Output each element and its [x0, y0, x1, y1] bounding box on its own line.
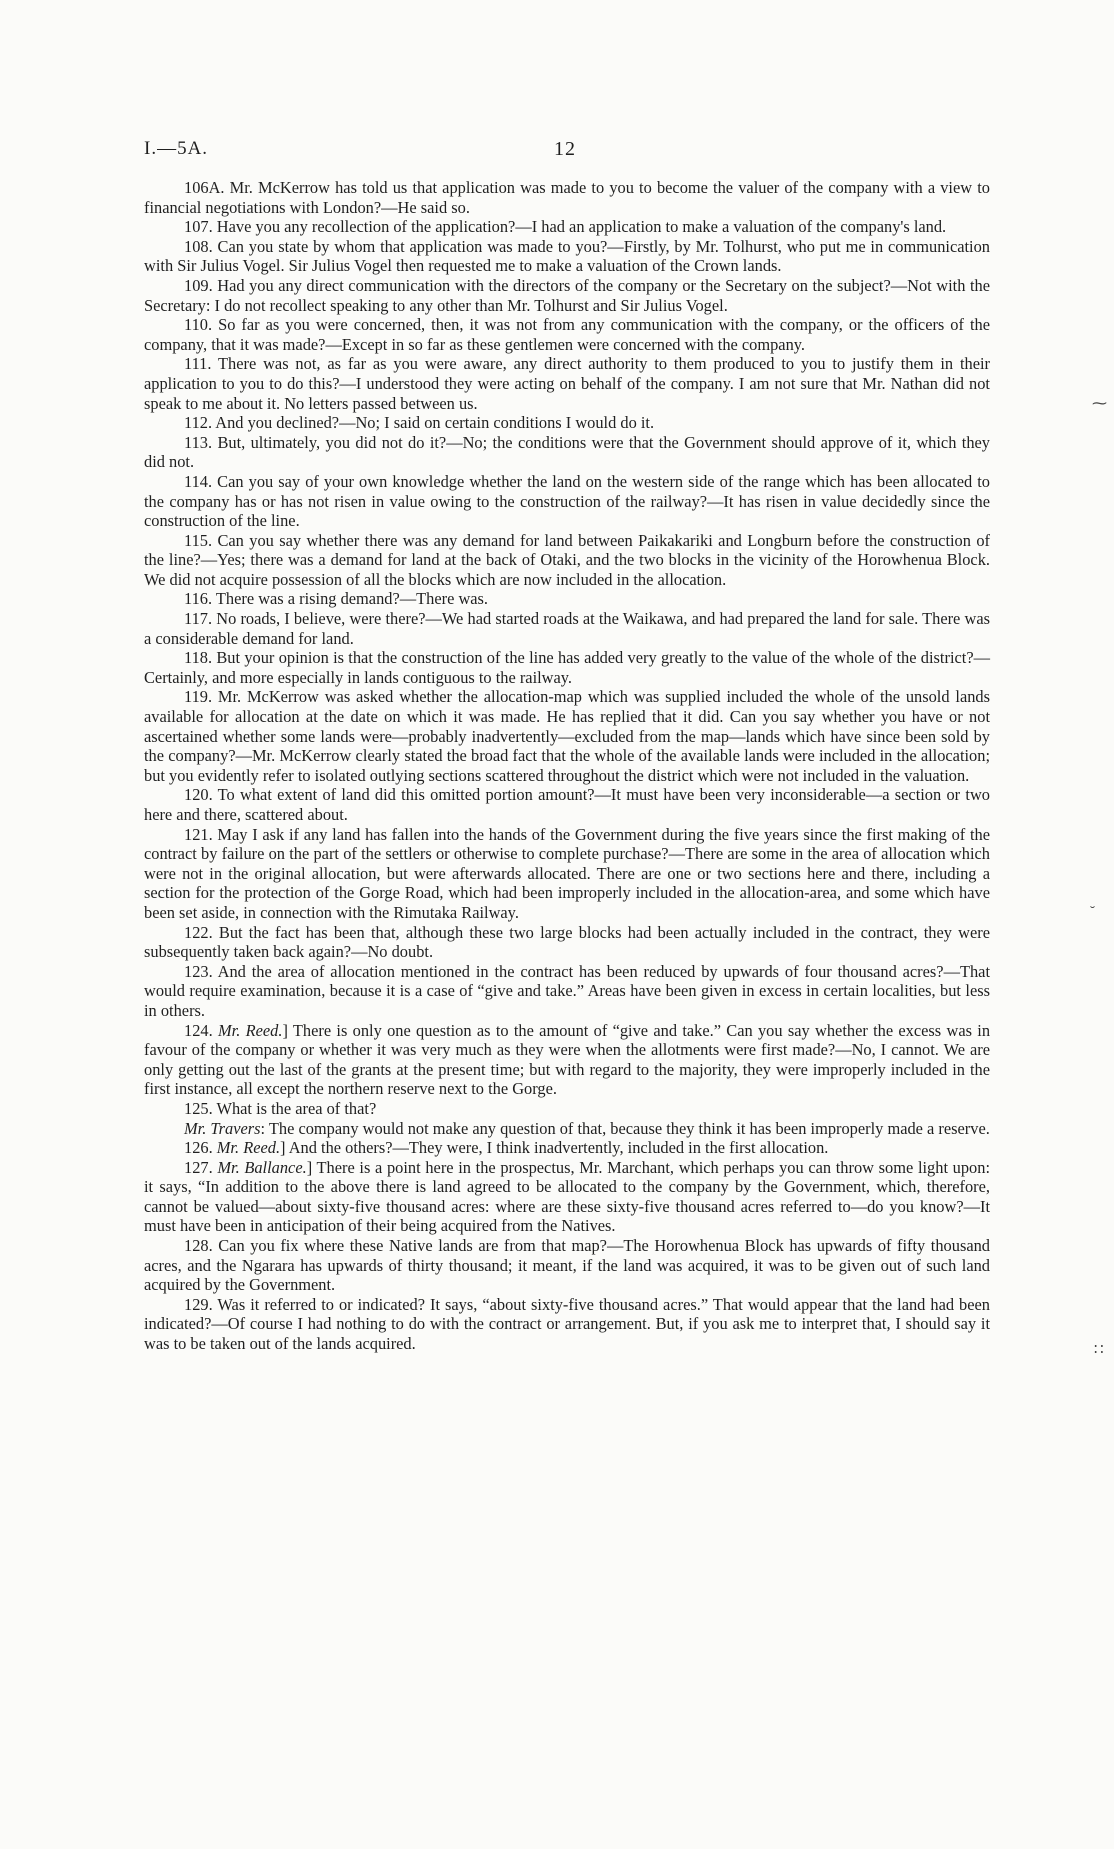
paragraph-109: [144, 276, 990, 315]
paragraph-text: 119. Mr. McKerrow was asked whether the allocation-map which was supplied included the whole of the unsold lands available for allocation at the date on which it was made. He has replied that it did. Can you say whether you have or not ascertained whether some lands were—probably inadvertently—excluded from the map—lands which have since been sold by the company?—Mr. McKerrow clearly stated the broad fact that the whole of the available lands were included in the allocation; but you evidently refer to isolated outlying sections scattered throughout the district which were not included in the valuation.: [144, 687, 990, 785]
paragraph-117: [144, 609, 990, 648]
paragraph-text: 110. So far as you were concerned, then, it was not from any communication with the company, or the officers of the company, that it was made?—Except in so far as these gentlemen were concerned with the company.: [144, 315, 990, 354]
paragraph-108: [144, 237, 990, 276]
paragraph-number: 124.: [184, 1020, 218, 1040]
paragraph-text: 112. And you declined?—No; I said on certain conditions I would do it.: [184, 413, 655, 433]
paragraph-text: 125. What is the area of that?: [184, 1098, 377, 1118]
paragraph-107: [144, 217, 990, 237]
speaker-name: Mr. Reed.: [216, 1138, 281, 1158]
paragraph-121: [144, 825, 990, 923]
margin-mark-icon: ∷: [1094, 1342, 1104, 1358]
paragraph-number: 126.: [184, 1138, 217, 1158]
speaker-name: Mr. Reed.: [217, 1020, 283, 1040]
paragraph-120: [144, 785, 990, 824]
paragraph-text: ] There is a point here in the prospectus, Mr. Marchant, which perhaps you can throw some light upon: it says, “In addition to the above there is land agreed to be allocated to the company by the Government, which, therefore, cannot be valued—about sixty-five thousand acres: where are these sixty-five thousand acres referred to—do you know?—It must have been in anticipation of their being acquired from the Natives.: [144, 1157, 991, 1236]
document-body: [144, 178, 990, 1354]
paragraph-text: 114. Can you say of your own knowledge whether the land on the western side of the range which has been allocated to the company has or has not risen in value owing to the construction of the railway?—It has risen in value decidedly since the construction of the line.: [144, 471, 990, 531]
speaker-name: Mr. Travers: [184, 1118, 261, 1138]
paragraph-text: 117. No roads, I believe, were there?—We had started roads at the Waikawa, and had prepared the land for sale. There was a considerable demand for land.: [144, 609, 990, 648]
paragraph-text: : The company would not make any question of that, because they think it has been improperly made a reserve.: [260, 1118, 990, 1138]
paragraph-text: 129. Was it referred to or indicated? It says, “about sixty-five thousand acres.” That would appear that the land had been indicated?—Of course I had nothing to do with the contract or arrangement. But, if you ask me to interpret that, I should say it was to be taken out of the lands acquired.: [144, 1294, 990, 1354]
paragraph-text: 122. But the fact has been that, although these two large blocks had been actually included in the contract, they were subsequently taken back again?—No doubt.: [144, 922, 990, 962]
paragraph-travers: [144, 1119, 990, 1139]
paragraph-text: 111. There was not, as far as you were aware, any direct authority to them produced to you to justify them in their application to you to do this?—I understood they were acting on behalf of the company. I am not sure that Mr. Nathan did not speak to me about it. No letters passed between us.: [144, 354, 990, 413]
paragraph-text: ] There is only one question as to the amount of “give and take.” Can you say whether the excess was in favour of the company or whether it was very much as they were when the allotments were first made?—No, I cannot. We are only getting out the last of the grants at the present time; but with regard to the majority, they were improperly included in the first instance, all except the northern reserve next to the Gorge.: [144, 1020, 991, 1099]
paragraph-124: [144, 1021, 990, 1099]
paragraph-text: 115. Can you say whether there was any demand for land between Paikakariki and Longburn before the construction of the line?—Yes; there was a demand for land at the back of Otaki, and the two blocks in the vicinity of the Horowhenua Block. We did not acquire possession of all the blocks which are now included in the allocation.: [144, 530, 990, 589]
document-reference: I.—5A.: [144, 138, 209, 159]
paragraph-text: 118. But your opinion is that the construction of the line has added very greatly to the value of the whole of the district?—Certainly, and more especially in lands contiguous to the railway.: [144, 648, 990, 687]
paragraph-114: [144, 472, 990, 531]
paragraph-127: [144, 1158, 990, 1236]
paragraph-110: [144, 315, 990, 354]
paragraph-122: [144, 923, 990, 962]
paragraph-text: 121. May I ask if any land has fallen into the hands of the Government during the five years since the first making of the contract by failure on the part of the settlers or otherwise to complete purchase?—There are some in the area of allocation which were not in the original allocation, but were afterwards allocated. There are one or two sections here and there, including a section for the protection of the Gorge Road, which had been improperly included in the allocation-area, and some which have been set aside, in connection with the Rimutaka Railway.: [144, 824, 990, 922]
paragraph-126: [144, 1138, 990, 1158]
page-header: [144, 138, 990, 178]
paragraph-116: [144, 589, 990, 609]
paragraph-text: 128. Can you fix where these Native lands are from that map?—The Horowhenua Block has upwards of fifty thousand acres, and the Ngarara has upwards of thirty thousand; it meant, if the land was acquired, it was to be given out of such land acquired by the Government.: [144, 1236, 990, 1295]
document-page: [144, 138, 990, 1354]
paragraph-text: 120. To what extent of land did this omitted portion amount?—It must have been very inconsiderable—a section or two here and there, scattered about.: [144, 785, 990, 824]
paragraph-106a: [144, 178, 990, 217]
paragraph-129: [144, 1295, 990, 1354]
paragraph-number: 127.: [184, 1157, 218, 1177]
page-number: 12: [554, 138, 576, 160]
paragraph-123: [144, 962, 990, 1021]
speaker-name: Mr. Ballance.: [217, 1157, 307, 1177]
paragraph-113: [144, 433, 990, 472]
paragraph-111: [144, 354, 990, 413]
paragraph-119: [144, 687, 990, 785]
paragraph-text: 107. Have you any recollection of the application?—I had an application to make a valuation of the company's land.: [184, 217, 947, 237]
paragraph-text: 109. Had you any direct communication with the directors of the company or the Secretary on the subject?—Not with the Secretary: I do not recollect speaking to any other than Mr. Tolhurst and Sir Julius Vogel.: [144, 275, 990, 315]
paragraph-text: ] And the others?—They were, I think inadvertently, included in the first allocation.: [280, 1138, 829, 1158]
paragraph-text: 106A. Mr. McKerrow has told us that application was made to you to become the valuer of the company with a view to financial negotiations with London?—He said so.: [144, 178, 990, 217]
margin-mark-icon: ⁓: [1092, 396, 1107, 412]
paragraph-115: [144, 531, 990, 590]
paragraph-text: 113. But, ultimately, you did not do it?—No; the conditions were that the Government should approve of it, which they did not.: [144, 432, 990, 472]
paragraph-128: [144, 1236, 990, 1295]
margin-mark-icon: ˘: [1090, 904, 1095, 920]
paragraph-112: [144, 413, 990, 433]
paragraph-text: 123. And the area of allocation mentioned in the contract has been reduced by upwards of four thousand acres?—That would require examination, because it is a case of “give and take.” Areas have been given in excess in certain localities, but less in others.: [144, 961, 990, 1020]
paragraph-text: 108. Can you state by whom that application was made to you?—Firstly, by Mr. Tolhurst, who put me in communication with Sir Julius Vogel. Sir Julius Vogel then requested me to make a valuation of the Crown lands.: [144, 236, 990, 276]
paragraph-118: [144, 648, 990, 687]
paragraph-125: [144, 1099, 990, 1119]
paragraph-text: 116. There was a rising demand?—There was.: [184, 589, 489, 609]
